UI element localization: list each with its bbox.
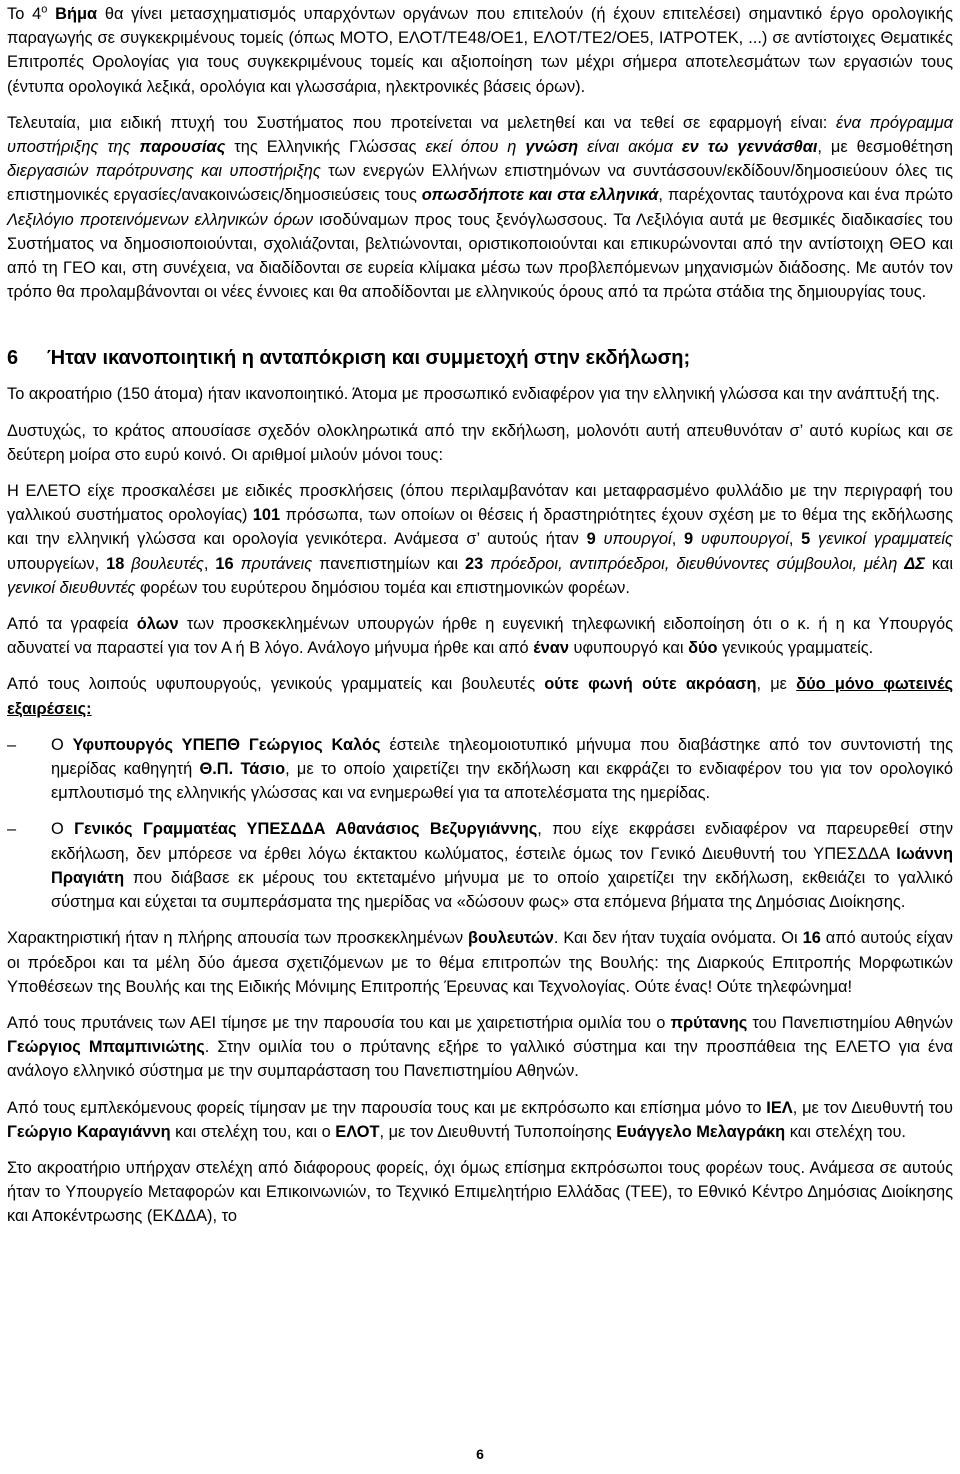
dash-bullet: – [7, 820, 17, 839]
paragraph-state-absence: Δυστυχώς, το κράτος απουσίασε σχεδόν ολοκληρωτικά από την εκδήλωση, μολονότι αυτή απευθυνόταν σ’ αυτό κυρίως και σε δεύτερη μοίρα στο ευρύ κοινό. Οι αριθμοί μιλούν μόνοι τους: [7, 421, 953, 464]
section-heading [7, 346, 953, 370]
paragraph-exceptions: Από τους λοιπούς υφυπουργούς, γενικούς γραμματείς και βουλευτές ούτε φωνή ούτε ακρόαση, με δύο μόνο φωτεινές εξαιρέσεις: [7, 675, 953, 718]
page-number: 6 [476, 1446, 484, 1462]
paragraph-bodies: Από τους εμπλεκόμενους φορείς τίμησαν με την παρουσία τους και με εκπρόσωπο και επίσημα μόνο το ΙΕΛ, με τον Διευθυντή του Γεώργιο Καραγιάννη και στελέχη του, και ο ΕΛΟΤ, με τον Διευθυντή Τυποποίησης Ευάγγελο Μελαγράκη και στελέχη του. [7, 1098, 953, 1141]
dash-bullet: – [7, 735, 17, 754]
paragraph-ministers: Από τα γραφεία όλων των προσκεκλημένων υπουργών ήρθε η ευγενική τηλεφωνική ειδοποίηση ότι ο κ. ή η κα Υπουργός αδυνατεί να παραστεί για τον Α ή Β λόγο. Ανάλογο μήνυμα ήρθε και από έναν υφυπουργό και δύο γενικούς γραμματείς. [7, 615, 953, 658]
list-item: – Ο Υφυπουργός ΥΠΕΠΘ Γεώργιος Καλός έστειλε τηλεομοιοτυπικό μήνυμα που διαβάστηκε από τον συντονιστή της ημερίδας καθηγητή Θ.Π. Τάσιο, με το οποίο χαιρετίζει την εκδήλωση και εκφράζει το ενδιαφέρον του για τον ορολογικό εμπλουτισμό της ελληνικής γλώσσας και να ενημερωθεί για τα αποτελέσματα της ημερίδας. [7, 733, 953, 806]
section-title: Ήταν ικανοποιητική η ανταπόκριση και συμμετοχή στην εκδήλωση; [47, 347, 691, 370]
paragraph-audience-bodies: Στο ακροατήριο υπήρχαν στελέχη από διάφορους φορείς, όχι όμως επίσημα εκπρόσωποι τους φορέων τους. Ανάμεσα σε αυτούς ήταν το Υπουργείο Μεταφορών και Επικοινωνιών, το Τεχνικό Επιμελητήριο Ελλάδας (ΤΕΕ), το Εθνικό Κέντρο Δημόσιας Διοίκησης και Αποκέντρωσης (ΕΚΔΔΑ), το [7, 1158, 953, 1226]
paragraph-invitations: Η ΕΛΕΤΟ είχε προσκαλέσει με ειδικές προσκλήσεις (όπου περιλαμβανόταν και μεταφρασμένο φυλλάδιο με την περιγραφή του γαλλικού συστήματος ορολογίας) 101 πρόσωπα, των οποίων οι θέσεις ή δραστηριότητες έχουν σχέση με το θέμα της εκδήλωσης και την ελληνική γλώσσα και ορολογία γενικότερα. Ανάμεσα σ’ αυτούς ήταν 9 υπουργοί, 9 υφυπουργοί, 5 γενικοί γραμματείς υπουργείων, 18 βουλευτές, 16 πρυτάνεις πανεπιστημίων και 23 πρόεδροι, αντιπρόεδροι, διευθύνοντες σύμβουλοι, μέλη ΔΣ και γενικοί διευθυντές φορέων του ευρύτερου δημόσιου τομέα και επιστημονικών φορέων. [7, 482, 953, 597]
paragraph-audience: Το ακροατήριο (150 άτομα) ήταν ικανοποιητικό. Άτομα με προσωπικό ενδιαφέρον για την ελληνική γλώσσα και την ανάπτυξή της. [7, 385, 940, 404]
paragraph-step-4: Το $4^o$ Βήμα θα γίνει μετασχηματισμός υπαρχόντων οργάνων που επιτελούν (ή έχουν επιτελέσει) σημαντικό έργο ορολογικής παραγωγής σε συγκεκριμένους τομείς (όπως ΜΟΤΟ, ΕΛΟΤ/ΤΕ48/ΟΕ1, ΕΛΟΤ/ΤΕ2/ΟΕ5, ΙΑΤΡΟΤΕΚ, ...) σε αντίστοιχες Θεματικές Επιτροπές Ορολογίας για τους συγκεκριμένους τομείς και αξιοποίηση των μέχρι σήμερα αποτελεσμάτων των εργασιών τους (έντυπα ορολογικά λεξικά, ορολόγια και γλωσσάρια, ηλεκτρονικές βάσεις όρων). [7, 3, 953, 96]
document-page [7, 0, 953, 1229]
paragraph-rectors: Από τους πρυτάνεις των ΑΕΙ τίμησε με την παρουσία του και με χαιρετιστήρια ομιλία του ο πρύτανης του Πανεπιστημίου Αθηνών Γεώργιος Μπαμπινιώτης. Στην ομιλία του ο πρύτανης εξήρε το γαλλικό σύστημα και την προσπάθεια της ΕΛΕΤΟ για ένα ανάλογο ελληνικό σύστημα με την συμπαράσταση του Πανεπιστημίου Αθηνών. [7, 1013, 953, 1081]
paragraph-mps: Χαρακτηριστική ήταν η πλήρης απουσία των προσκεκλημένων βουλευτών. Και δεν ήταν τυχαία ονόματα. Οι 16 από αυτούς είχαν οι πρόεδροι και τα μέλη δύο άμεσα σχετιζόμενων με το θέμα επιτροπών της Βουλής: της Διαρκούς Επιτροπής Μορφωτικών Υποθέσεων της Βουλής και της Ειδικής Μόνιμης Επιτροπής Έρευνας και Τεχνολογίας. Ούτε ένας! Ούτε τηλεφώνημα! [7, 929, 953, 996]
list-item: – Ο Γενικός Γραμματέας ΥΠΕΣΔΔΑ Αθανάσιος Βεζυργιάννης, που είχε εκφράσει ενδιαφέρον να παρευρεθεί στην εκδήλωση, δεν μπόρεσε να έρθει λόγω έκτακτου κωλύματος, έστειλε όμως τον Γενικό Διευθυντή του ΥΠΕΣΔΔΑ Ιωάννη Πραγιάτη που διάβασε εκ μέρους του εκτεταμένο μήνυμα με το οποίο χαιρετίζει την εκδήλωση, εκθειάζει το γαλλικό σύστημα και εύχεται τα συμπεράσματα της ημερίδας να «δώσουν φως» στα επόμενα βήματα της Δημόσιας Διοίκησης. [7, 817, 953, 914]
section-number: 6 [7, 347, 19, 370]
paragraph-special-aspect: Τελευταία, μια ειδική πτυχή του Συστήματος που προτείνεται να μελετηθεί και να τεθεί σε εφαρμογή είναι: ένα πρόγραμμα υποστήριξης της παρουσίας της Ελληνικής Γλώσσας εκεί όπου η γνώση είναι ακόμα εν τω γεννάσθαι, με θεσμοθέτηση διεργασιών παρότρυνσης και υποστήριξης των ενεργών Ελλήνων επιστημόνων να συντάσσουν/εκδίδουν/δημοσιεύουν όλες τις επιστημονικές εργασίες/ανακοινώσεις/δημοσιεύσεις τους οπωσδήποτε και στα ελληνικά, παρέχοντας ταυτόχρονα και ένα πρώτο Λεξιλόγιο προτεινόμενων ελληνικών όρων ισοδύναμων προς τους ξενόγλωσσους. Τα Λεξιλόγια αυτά με θεσμικές διαδικασίες του Συστήματος να δημοσιοποιούνται, σχολιάζονται, βελτιώνονται, οριστικοποιούνται και επικυρώνονται από την αντίστοιχη ΘΕΟ και από τη ΓΕΟ και, στη συνέχεια, να διαδίδονται σε ευρεία κλίμακα μέσω των προβλεπόμενων μηχανισμών διάδοσης. Με αυτόν τον τρόπο θα προλαμβάνονται οι νέες έννοιες και θα αποδίδονται με ελληνικούς όρους από τα πρώτα στάδια της δημιουργίας τους. [7, 113, 953, 302]
